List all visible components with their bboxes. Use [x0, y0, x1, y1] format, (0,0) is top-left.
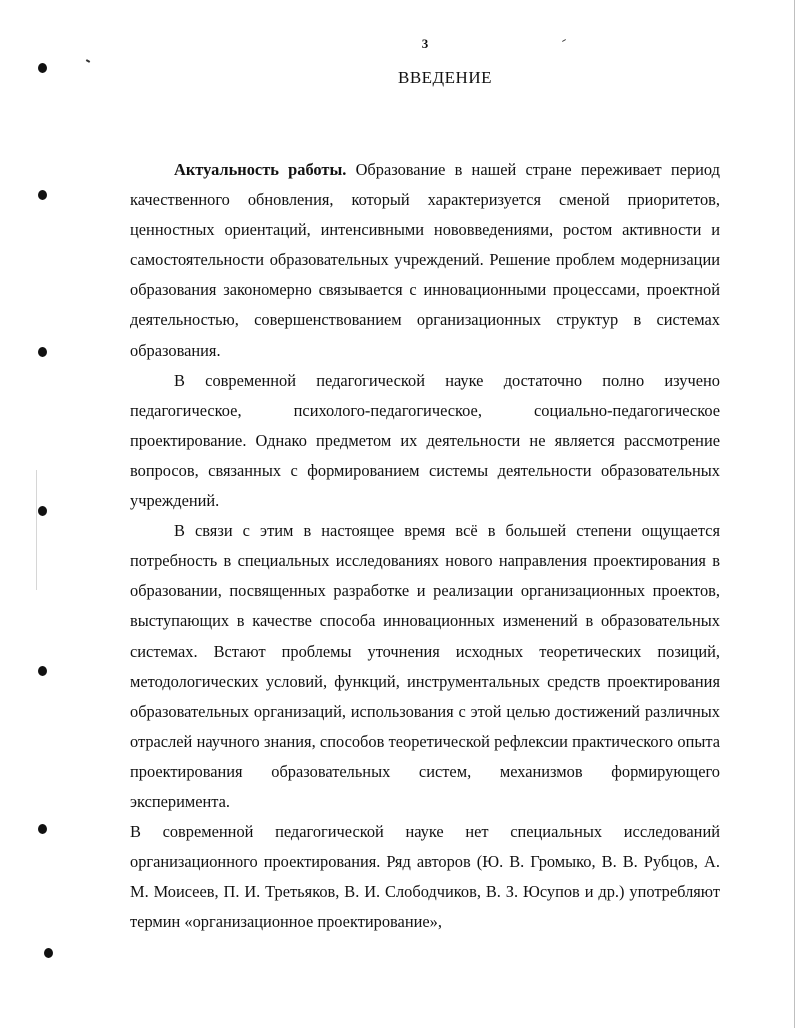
- page-number: 3: [421, 36, 429, 51]
- scan-speck: [562, 39, 566, 42]
- paragraph: [130, 155, 720, 366]
- binding-hole-mark: [38, 190, 47, 200]
- page-title: ВВЕДЕНИЕ: [398, 68, 492, 87]
- binding-hole-mark: [44, 948, 53, 958]
- scan-edge-line: [794, 0, 795, 1028]
- paragraph: В современной педагогической науке нет специальных исследований организационного проектирования. Ряд авторов (Ю. В. Громыко, В. В. Рубцов, А. М. Моисеев, П. И. Третьяков, В. И. Слободчиков, В. З. Юсупов и др.) употребляют термин «организационное проектирование»,: [130, 822, 720, 932]
- body-text: [130, 155, 720, 937]
- scan-speck: [86, 59, 90, 63]
- paragraph: В связи с этим в настоящее время всё в большей степени ощущается потребность в специальных исследованиях нового направления проектирования в образовании, посвященных разработке и реализации организационных проектов, выступающих в качестве способа инновационных изменений в образовательных системах. Встают проблемы уточнения исходных теоретических позиций, методологических условий, функций, инструментальных средств проектирования образовательных организаций, использования с этой целью достижений различных отраслей научного знания, способов теоретической рефлексии практического опыта проектирования образовательных систем, механизмов формирующего эксперимента.: [130, 521, 720, 811]
- paragraph-text: Образование в нашей стране переживает период качественного обновления, который характеризуется сменой приоритетов, ценностных ориентаций, интенсивными нововведениями, ростом активности и самостоятельности образовательных учреждений. Решение проблем модернизации образования закономерно связывается с инновационными процессами, проектной деятельностью, совершенствованием организационных структур в системах образования.: [130, 160, 720, 360]
- binding-hole-mark: [38, 63, 47, 73]
- binding-hole-mark: [38, 347, 47, 357]
- paragraph-lead: Актуальность работы.: [174, 160, 347, 179]
- binding-hole-mark: [38, 666, 47, 676]
- paragraph: В современной педагогической науке достаточно полно изучено педагогическое, психолого-педагогическое, социально-педагогическое проектирование. Однако предметом их деятельности не является рассмотрение вопросов, связанных с формированием системы деятельности образовательных учреждений.: [130, 370, 720, 511]
- scan-margin-line: [36, 470, 37, 590]
- binding-hole-mark: [38, 506, 47, 516]
- binding-hole-mark: [38, 824, 47, 834]
